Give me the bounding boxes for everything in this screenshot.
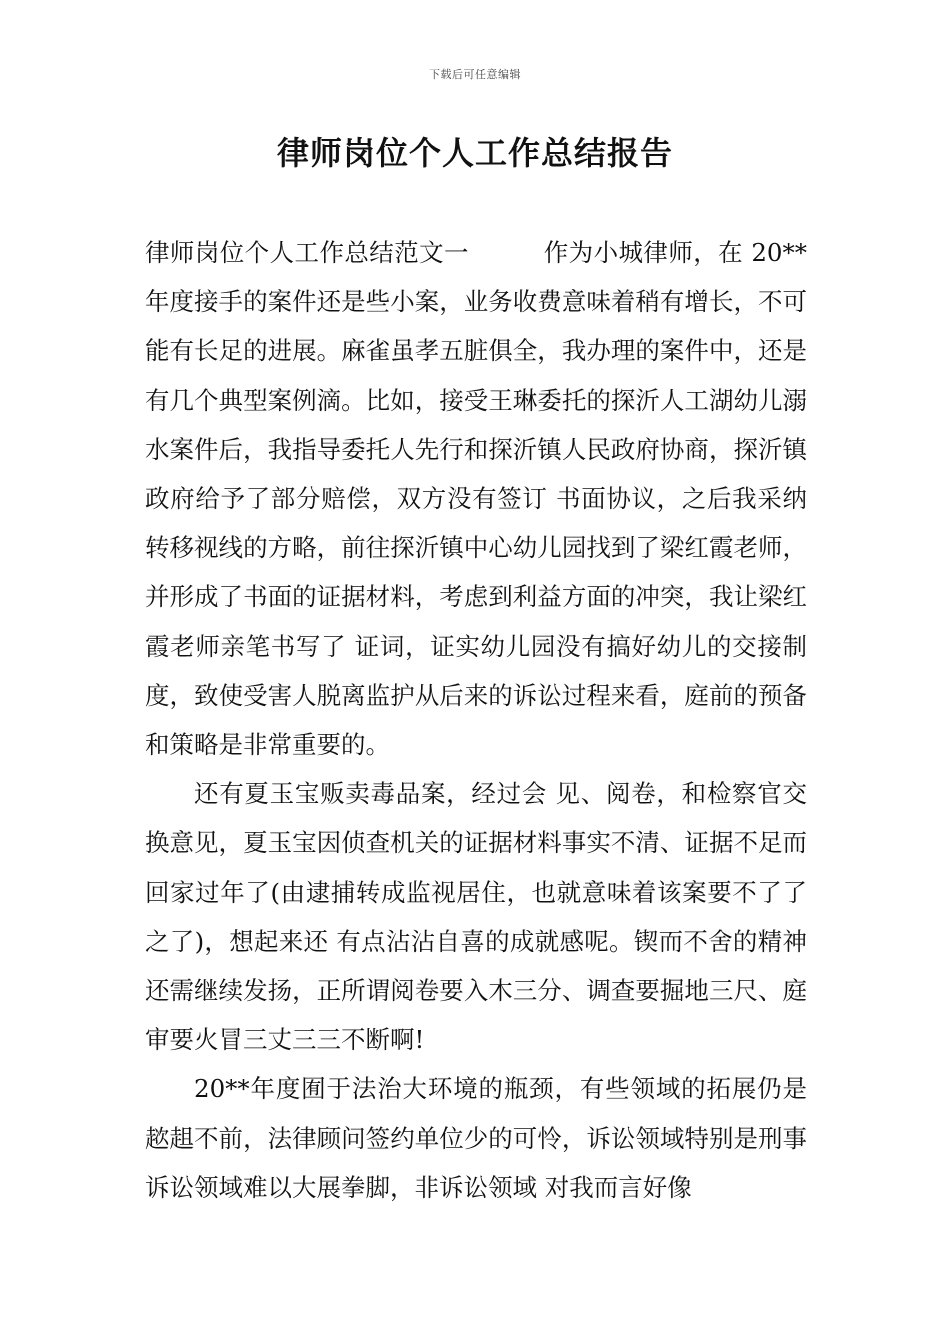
paragraph-1: 律师岗位个人工作总结范文一 作为小城律师，在 20**年度接手的案件还是些小案，业务收费意味着稍有增长，不可能有长足的进展。麻雀虽孝五脏俱全，我办理的案件中，还是 有几个典型案例滴。比如，接受王琳委托的探沂人工湖幼儿溺水案件后，我指导委托人先行和探沂镇人民政府协商，探沂镇政府给予了部分赔偿，双方没有签订 书面协议，之后我采纳转移视线的方略，前往探沂镇中心幼儿园找到了梁红霞老师，并形成了书面的证据材料，考虑到利益方面的冲突，我让梁红霞老师亲笔书写了 证词，证实幼儿园没有搞好幼儿的交接制度，致使受害人脱离监护从后来的诉讼过程来看，庭前的预备和策略是非常重要的。	[145, 238, 807, 760]
paragraph-2: 还有夏玉宝贩卖毒品案，经过会 见、阅卷，和检察官交换意见，夏玉宝因侦查机关的证据材料事实不清、证据不足而回家过年了(由逮捕转成监视居住，也就意味着该案要不了了之了)，想起来还 有点沾沾自喜的成就感呢。锲而不舍的精神还需继续发扬，正所谓阅卷要入木三分、调查要掘地三尺、庭审要火冒三丈三三不断啊!	[145, 779, 807, 1055]
paragraph-3: 20**年度囿于法治大环境的瓶颈，有些领域的拓展仍是趑趄不前，法律顾问签约单位少的可怜，诉讼领域特别是刑事诉讼领域难以大展拳脚，非诉讼领域 对我而言好像	[145, 1074, 807, 1202]
header-note: 下载后可任意编辑	[429, 68, 521, 81]
document-body	[145, 228, 807, 1212]
document-title: 律师岗位个人工作总结报告	[276, 134, 673, 172]
